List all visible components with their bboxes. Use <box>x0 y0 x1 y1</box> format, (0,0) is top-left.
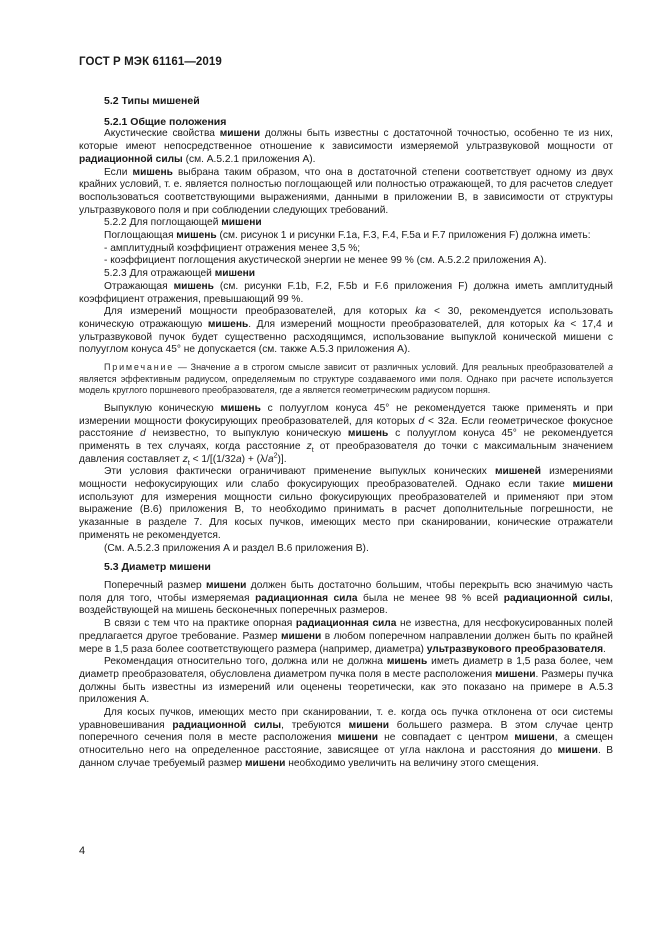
section-5-2-1-title: 5.2.1 Общие положения <box>104 115 227 128</box>
paragraph: Отражающая мишень (см. рисунки F.1b, F.2, F.5b и F.6 приложения F) должна иметь амплитудный коэффициент отражения, превышающий 99 %. <box>79 280 613 305</box>
paragraph: Рекомендация относительно того, должна или не должна мишень иметь диаметр в 1,5 раза более, чем диаметр преобразователя, обусловлена диаметром пучка поля в месте расположения мишени. Размеры пучка должны быть известны из измерений или оценены теоретически, как это показано на примере в А.5.3 приложения А. <box>79 656 613 706</box>
paragraph: Поперечный размер мишени должен быть достаточно большим, чтобы перекрыть всю значимую часть поля для того, чтобы измеряемая радиационная сила была не менее 98 % всей радиационной силы, воздействующей на мишень бесконечных поперечных размеров. <box>79 579 613 617</box>
document-page <box>79 56 613 771</box>
document-header: ГОСТ Р МЭК 61161—2019 <box>79 56 222 68</box>
document-body <box>79 95 613 771</box>
paragraph: Эти условия фактически ограничивают применение выпуклых конических мишеней измерениями мощности нефокусирующих или слабо фокусирующих преобразователей. Однако если такие мишени используют для измерения мощности сильно фокусирующих преобразователей и применяют при этом выражение (В.6) приложения В, то необходимо принимать в расчет дополнительные погрешности, не указанные в разделе 7. Для косых пучков, имеющих место при сканировании, конические отражатели применять не рекомендуется. <box>79 466 613 541</box>
section-5-3-title: 5.3 Диаметр мишени <box>104 561 211 574</box>
paragraph: Для измерений мощности преобразователей, для которых ka < 30, рекомендуется использовать коническую отражающую мишень. Для измерений мощности преобразователей, для которых ka < 17,4 и ультразвуковой пучок будет существенно расходящимся, использование выпуклой конической мишени с полууглом конуса 45° не допускается (см. также А.5.3 приложения А). <box>79 306 614 356</box>
paragraph: Выпуклую коническую мишень с полууглом конуса 45° не рекомендуется также применять и при измерении мощности фокусирующих преобразователей, для которых d < 32a. Если геометрическое фокусное расстояние d неизвестно, то выпуклую коническую мишень с полууглом конуса 45° не рекомендуется применять в тех случаях, когда расстояние $z_t$ от преобразователя до точки с максимальным значением давления составляет $z_t < 1/[(1/32a) + (\lambda/a^2)]$. <box>79 402 614 467</box>
subsection-5-2-3: 5.2.3 Для отражающей мишени <box>104 268 256 280</box>
page-number: 4 <box>79 845 86 857</box>
note: Примечание — Значение a в строгом смысле зависит от различных условий. Для реальных преобразователей a является эффективным радиусом, определяемым по структуре создаваемого ими поля. Однако при расчете используется модель круглого поршневого преобразователя, где a является геометрическим радиусом поршня. <box>79 362 613 396</box>
paragraph: Поглощающая мишень (см. рисунок 1 и рисунки F.1a, F.3, F.4, F.5a и F.7 приложения F) должна иметь: <box>104 230 591 242</box>
paragraph: В связи с тем что на практике опорная радиационная сила не известна, для несфокусированных полей предлагается другое требование. Размер мишени в любом поперечном направлении должен быть по крайней мере в 1,5 раза более соответствующего размера (например, диаметра) ультразвукового преобразователя. <box>79 618 613 655</box>
subsection-5-2-2: 5.2.2 Для поглощающей мишени <box>104 217 262 229</box>
list-item: - амплитудный коэффициент отражения менее 3,5 %; <box>104 242 361 254</box>
paragraph: (См. А.5.2.3 приложения А и раздел В.6 приложения В). <box>104 542 369 554</box>
list-item: - коэффициент поглощения акустической энергии не менее 99 % (см. А.5.2.2 приложения А). <box>104 255 547 267</box>
section-5-2-title: 5.2 Типы мишеней <box>104 95 200 107</box>
paragraph: Если мишень выбрана таким образом, что она в достаточной степени соответствует одному из двух крайних условий, т. е. является полностью поглощающей или полностью отражающей, то для расчетов следует воспользоваться соответствующими выражениями, данными в приложении В, в зависимости от структуры ультразвукового поля и при соблюдении следующих требований. <box>79 166 613 216</box>
paragraph: Акустические свойства мишени должны быть известны с достаточной точностью, особенно те из них, которые имеют непосредственное отношение к зависимости измеряемой ультразвуковой мощности от радиационной силы (см. А.5.2.1 приложения А). <box>79 128 614 165</box>
paragraph: Для косых пучков, имеющих место при сканировании, т. е. когда ось пучка отклонена от оси системы уравновешивания радиационной силы, требуются мишени большего размера. В этом случае центр поперечного сечения поля в месте расположения мишени не совпадает с центром мишени, а смещен относительно него на определенное расстояние, зависящее от угла наклона и расстояния до мишени. В данном случае требуемый размер мишени необходимо увеличить на величину этого смещения. <box>79 707 613 769</box>
